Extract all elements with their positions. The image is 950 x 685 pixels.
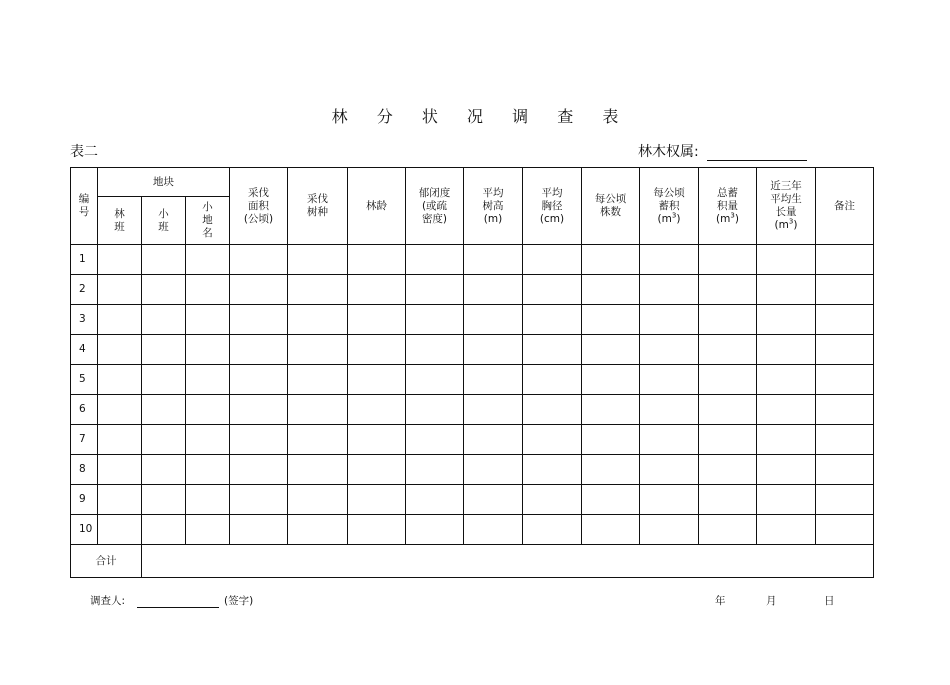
entry-cell[interactable] [640, 485, 699, 515]
entry-cell[interactable] [757, 395, 816, 425]
table-number: 表二 [70, 144, 98, 160]
entry-cell[interactable] [186, 515, 230, 545]
entry-cell[interactable] [230, 485, 288, 515]
entry-cell[interactable] [348, 425, 406, 455]
entry-cell[interactable] [640, 455, 699, 485]
entry-cell[interactable] [699, 365, 757, 395]
entry-cell[interactable] [348, 515, 406, 545]
header-canopy-density: 郁闭度 (或疏 密度) [406, 168, 464, 245]
entry-cell[interactable] [142, 335, 186, 365]
header-avg-dbh-unit: cm [543, 212, 560, 225]
entry-cell[interactable] [142, 455, 186, 485]
entry-cell[interactable] [464, 455, 523, 485]
title-char: 况 [466, 107, 483, 126]
ownership-label: 林木权属: [638, 144, 699, 160]
entry-cell[interactable] [230, 335, 288, 365]
header-avg-height-text: 平均 树高 ( [482, 186, 504, 225]
entry-cell[interactable] [757, 485, 816, 515]
row-index: 1 [71, 245, 98, 275]
header-stock-per-ha [640, 168, 699, 245]
entry-cell[interactable] [464, 305, 523, 335]
entry-cell[interactable] [816, 425, 874, 455]
entry-cell[interactable] [98, 425, 142, 455]
row-index: 10 [71, 515, 98, 545]
entry-cell[interactable] [757, 515, 816, 545]
entry-cell[interactable] [640, 275, 699, 305]
entry-cell[interactable] [582, 365, 640, 395]
ownership-field [638, 141, 807, 161]
entry-cell[interactable] [699, 245, 757, 275]
table-row [71, 485, 874, 515]
entry-cell[interactable] [816, 245, 874, 275]
entry-cell[interactable] [699, 515, 757, 545]
entry-cell[interactable] [640, 245, 699, 275]
sign-note: (签字) [224, 595, 254, 607]
entry-cell[interactable] [288, 245, 348, 275]
entry-cell[interactable] [98, 395, 142, 425]
entry-cell[interactable] [186, 365, 230, 395]
entry-cell[interactable] [757, 245, 816, 275]
title-char: 状 [421, 107, 438, 126]
entry-cell[interactable] [288, 425, 348, 455]
entry-cell[interactable] [464, 365, 523, 395]
entry-cell[interactable] [230, 365, 288, 395]
entry-cell[interactable] [288, 335, 348, 365]
date-year-label: 年 [715, 595, 726, 607]
header-growth-exp: 3 [788, 217, 794, 226]
header-sub-class: 小 班 [142, 197, 186, 245]
header-stock-per-ha-close: ) [676, 212, 681, 225]
entry-cell[interactable] [523, 365, 582, 395]
entry-cell[interactable] [406, 455, 464, 485]
row-index: 4 [71, 335, 98, 365]
entry-cell[interactable] [816, 395, 874, 425]
entry-cell[interactable] [142, 245, 186, 275]
entry-cell[interactable] [523, 335, 582, 365]
entry-cell[interactable] [523, 425, 582, 455]
entry-cell[interactable] [348, 305, 406, 335]
header-avg-height-close: ) [498, 212, 503, 225]
table-row [71, 275, 874, 305]
entry-cell[interactable] [288, 365, 348, 395]
entry-cell[interactable] [98, 455, 142, 485]
entry-cell[interactable] [142, 365, 186, 395]
entry-cell[interactable] [640, 335, 699, 365]
entry-cell[interactable] [348, 335, 406, 365]
header-growth-close: ) [793, 219, 798, 231]
investigator-label: 调查人: [90, 595, 126, 607]
row-index: 3 [71, 305, 98, 335]
entry-cell[interactable] [348, 365, 406, 395]
title-char: 表 [602, 107, 619, 126]
entry-cell[interactable] [98, 335, 142, 365]
table-row [71, 425, 874, 455]
entry-cell[interactable] [582, 425, 640, 455]
header-cut-area: 采伐 面积 (公顷) [230, 168, 288, 245]
entry-cell[interactable] [757, 455, 816, 485]
total-value-cell[interactable] [142, 545, 874, 578]
entry-cell[interactable] [98, 305, 142, 335]
header-index: 编 号 [71, 168, 98, 245]
entry-cell[interactable] [816, 275, 874, 305]
header-total-stock [699, 168, 757, 245]
header-stems-per-ha: 每公顷 株数 [582, 168, 640, 245]
entry-cell[interactable] [288, 515, 348, 545]
entry-cell[interactable] [348, 395, 406, 425]
entry-cell[interactable] [582, 485, 640, 515]
entry-cell[interactable] [230, 245, 288, 275]
document-title [0, 104, 950, 127]
entry-cell[interactable] [464, 425, 523, 455]
title-char: 查 [557, 107, 574, 126]
entry-cell[interactable] [348, 455, 406, 485]
entry-cell[interactable] [142, 275, 186, 305]
entry-cell[interactable] [406, 245, 464, 275]
entry-cell[interactable] [757, 365, 816, 395]
entry-cell[interactable] [348, 275, 406, 305]
row-index: 5 [71, 365, 98, 395]
entry-cell[interactable] [186, 485, 230, 515]
header-growth-text: 近三年 平均生 长量 ( [770, 180, 802, 231]
investigator-blank-line[interactable] [137, 596, 219, 608]
entry-cell[interactable] [230, 425, 288, 455]
entry-cell[interactable] [288, 275, 348, 305]
entry-cell[interactable] [142, 305, 186, 335]
total-row [71, 545, 874, 578]
table-body [71, 245, 874, 545]
entry-cell[interactable] [98, 485, 142, 515]
entry-cell[interactable] [288, 395, 348, 425]
entry-cell[interactable] [640, 515, 699, 545]
entry-cell[interactable] [523, 245, 582, 275]
entry-cell[interactable] [523, 305, 582, 335]
entry-cell[interactable] [142, 425, 186, 455]
entry-cell[interactable] [186, 305, 230, 335]
table-row [71, 305, 874, 335]
header-total-stock-unit: m [720, 212, 731, 225]
header-stock-per-ha-exp: 3 [671, 211, 677, 219]
entry-cell[interactable] [757, 425, 816, 455]
entry-cell[interactable] [640, 305, 699, 335]
header-avg-dbh-text: 平均 胸径 ( [539, 186, 563, 225]
entry-cell[interactable] [523, 515, 582, 545]
entry-cell[interactable] [288, 485, 348, 515]
table-row [71, 515, 874, 545]
date-day-label: 日 [824, 595, 835, 607]
entry-cell[interactable] [582, 455, 640, 485]
entry-cell[interactable] [757, 305, 816, 335]
entry-cell[interactable] [186, 425, 230, 455]
entry-cell[interactable] [640, 395, 699, 425]
entry-cell[interactable] [406, 515, 464, 545]
entry-cell[interactable] [406, 335, 464, 365]
entry-cell[interactable] [523, 275, 582, 305]
entry-cell[interactable] [98, 515, 142, 545]
header-avg-height [464, 168, 523, 245]
row-index: 6 [71, 395, 98, 425]
header-avg-dbh [523, 168, 582, 245]
entry-cell[interactable] [582, 245, 640, 275]
entry-cell[interactable] [699, 455, 757, 485]
entry-cell[interactable] [523, 485, 582, 515]
table-row [71, 245, 874, 275]
row-index: 9 [71, 485, 98, 515]
entry-cell[interactable] [98, 365, 142, 395]
entry-cell[interactable] [523, 395, 582, 425]
entry-cell[interactable] [406, 365, 464, 395]
entry-cell[interactable] [406, 275, 464, 305]
entry-cell[interactable] [230, 275, 288, 305]
header-cut-species: 采伐 树种 [288, 168, 348, 245]
entry-cell[interactable] [582, 275, 640, 305]
entry-cell[interactable] [142, 395, 186, 425]
entry-cell[interactable] [699, 305, 757, 335]
entry-cell[interactable] [288, 455, 348, 485]
header-total-stock-exp: 3 [730, 211, 735, 219]
date-month-label: 月 [766, 595, 777, 607]
entry-cell[interactable] [348, 245, 406, 275]
entry-cell[interactable] [348, 485, 406, 515]
entry-cell[interactable] [523, 455, 582, 485]
entry-cell[interactable] [757, 335, 816, 365]
entry-cell[interactable] [816, 365, 874, 395]
table-row [71, 365, 874, 395]
entry-cell[interactable] [230, 515, 288, 545]
header-stand-age: 林龄 [348, 168, 406, 245]
row-index: 2 [71, 275, 98, 305]
entry-cell[interactable] [142, 485, 186, 515]
survey-table [70, 167, 874, 578]
entry-cell[interactable] [699, 425, 757, 455]
header-total-stock-close: ) [734, 212, 739, 225]
header-stock-per-ha-text: 每公顷 蓄积 ( [653, 186, 685, 225]
entry-cell[interactable] [186, 455, 230, 485]
entry-cell[interactable] [464, 485, 523, 515]
entry-cell[interactable] [816, 335, 874, 365]
entry-cell[interactable] [816, 485, 874, 515]
entry-cell[interactable] [816, 305, 874, 335]
entry-cell[interactable] [186, 335, 230, 365]
entry-cell[interactable] [230, 305, 288, 335]
header-place-name: 小 地 名 [186, 197, 230, 245]
entry-cell[interactable] [582, 305, 640, 335]
header-stock-per-ha-unit: m [661, 212, 672, 225]
entry-cell[interactable] [230, 455, 288, 485]
entry-cell[interactable] [464, 515, 523, 545]
entry-cell[interactable] [464, 245, 523, 275]
table-row [71, 455, 874, 485]
entry-cell[interactable] [406, 485, 464, 515]
entry-cell[interactable] [406, 425, 464, 455]
entry-cell[interactable] [757, 275, 816, 305]
entry-cell[interactable] [699, 485, 757, 515]
title-char: 调 [512, 107, 529, 126]
entry-cell[interactable] [406, 395, 464, 425]
entry-cell[interactable] [464, 335, 523, 365]
header-avg-dbh-close: ) [560, 212, 565, 225]
header-remarks: 备注 [816, 168, 874, 245]
header-growth [757, 168, 816, 245]
entry-cell[interactable] [582, 515, 640, 545]
investigator-field [90, 593, 253, 608]
title-char: 分 [376, 107, 393, 126]
entry-cell[interactable] [186, 275, 230, 305]
entry-cell[interactable] [186, 395, 230, 425]
entry-cell[interactable] [186, 245, 230, 275]
table-row [71, 335, 874, 365]
entry-cell[interactable] [699, 275, 757, 305]
entry-cell[interactable] [98, 275, 142, 305]
row-index: 7 [71, 425, 98, 455]
header-growth-unit: m [778, 219, 789, 231]
table-row [71, 395, 874, 425]
header-avg-height-unit: m [487, 212, 499, 225]
entry-cell[interactable] [406, 305, 464, 335]
entry-cell[interactable] [699, 335, 757, 365]
entry-cell[interactable] [640, 365, 699, 395]
entry-cell[interactable] [98, 245, 142, 275]
entry-cell[interactable] [640, 425, 699, 455]
header-plot-group: 地块 [98, 168, 230, 197]
entry-cell[interactable] [288, 305, 348, 335]
entry-cell[interactable] [582, 395, 640, 425]
header-forest-class: 林 班 [98, 197, 142, 245]
entry-cell[interactable] [464, 275, 523, 305]
ownership-blank-line[interactable] [707, 146, 807, 161]
header-total-stock-text: 总蓄 积量 ( [716, 186, 738, 225]
entry-cell[interactable] [816, 515, 874, 545]
entry-cell[interactable] [816, 455, 874, 485]
entry-cell[interactable] [230, 395, 288, 425]
entry-cell[interactable] [582, 335, 640, 365]
entry-cell[interactable] [699, 395, 757, 425]
title-char: 林 [331, 107, 348, 126]
entry-cell[interactable] [464, 395, 523, 425]
row-index: 8 [71, 455, 98, 485]
total-label: 合计 [71, 545, 142, 578]
entry-cell[interactable] [142, 515, 186, 545]
